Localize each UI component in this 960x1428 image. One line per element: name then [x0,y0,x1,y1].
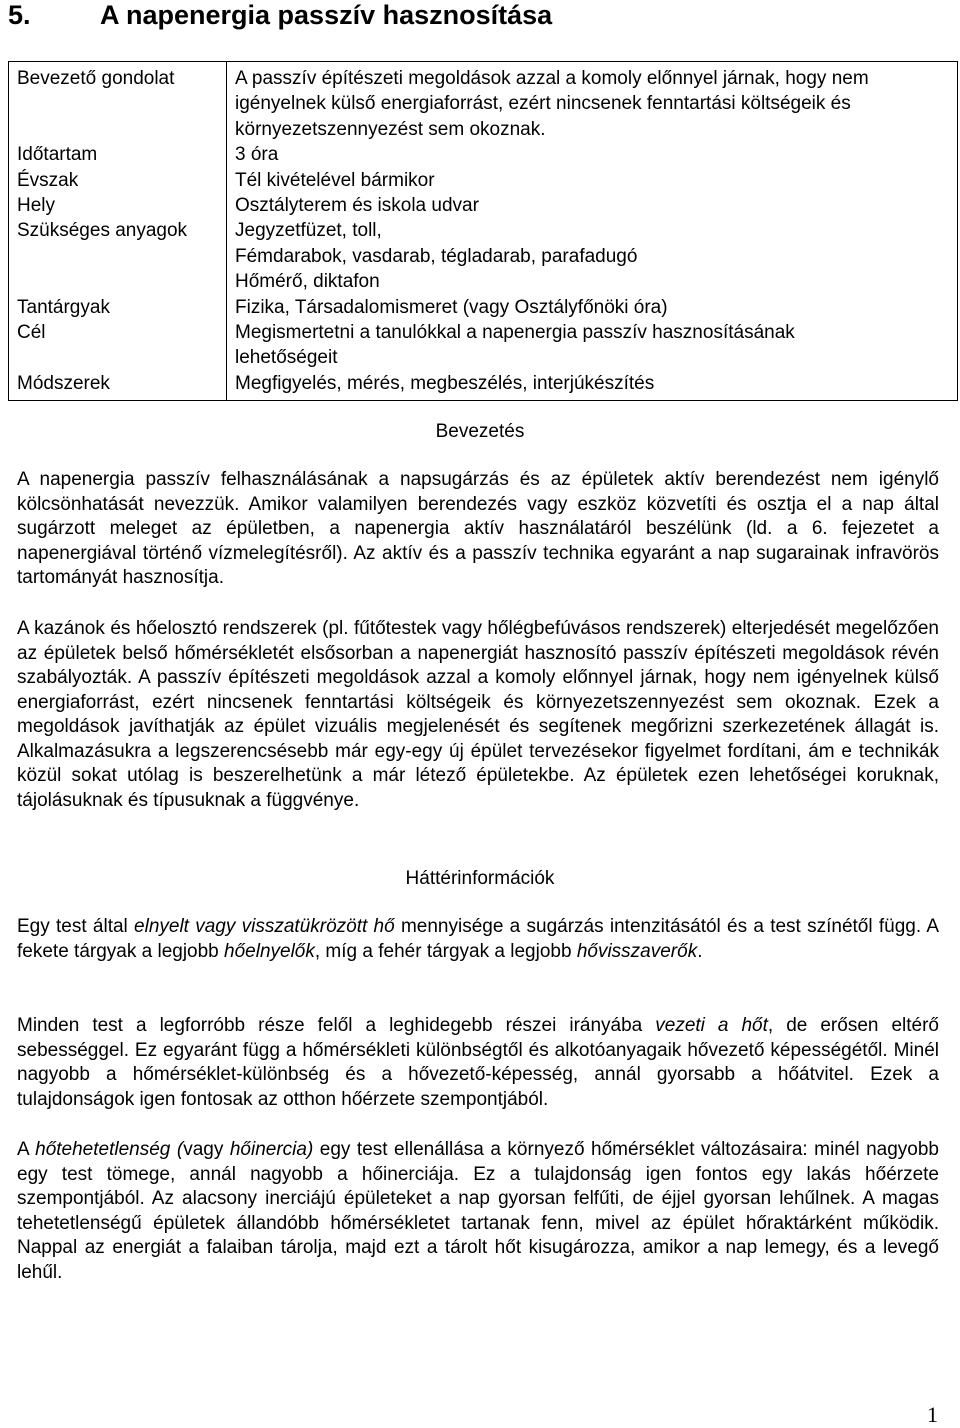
info-value-line: A passzív építészeti megoldások azzal a komoly előnnyel járnak, hogy nem [235,68,869,89]
info-row-duration [9,142,957,167]
info-value [227,62,958,142]
info-value [227,218,958,294]
info-value [227,168,958,193]
emphasis-term: hőinercia) [229,1139,314,1160]
emphasis-term: elnyelt vagy visszatükrözött hő [134,916,395,937]
info-value-line: Tél kivételével bármikor [235,169,435,191]
info-value-line: lehetőségeit [235,347,338,369]
info-value-line: Megismertetni a tanulókkal a napenergia passzív hasznosításának [235,322,795,344]
paragraph-absorption: Egy test által elnyelt vagy visszatükrözött hő mennyisége a sugárzás intenzitásától és a test színétől függ. A fekete tárgyak a legjobb hőelnyelők, míg a fehér tárgyak a legjobb hővisszaverők. [17,916,940,962]
info-value-line: Fémdarabok, vasdarab, tégladarab, parafadugó [235,245,638,267]
info-value-line: környezetszennyezést sem okoznak. [235,118,546,140]
paragraph-conduction: Minden test a legforróbb része felől a leghidegebb részei irányába vezeti a hőt, de erősen eltérő sebességgel. Ez egyaránt függ a hőmérsékleti különbségtől és alkotóanyagaik hővezető képességétől. Minél nagyobb a hőmérséklet-különbség és a hővezető-képesség, annál gyorsabb a hőátvitel. Ezek a tulajdonságok igen fontosak az otthon hőérzete szempontjából. [17,1015,939,1110]
info-label: Cél [9,320,227,371]
paragraph-history: A kazánok és hőelosztó rendszerek (pl. fűtőtestek vagy hőlégbefúvásos rendszerek) elterjedését megelőzően az épületek belső hőmérsékletét elsősorban a napenergiát hasznosító passzív építészeti megoldások révén szabályozták. A passzív építészeti megoldások azzal a komoly előnnyel járnak, hogy nem igényelnek külső energiaforrást, ezért nincsenek fenntartási költségeik és környezetszennyezést sem okoznak. Ezek a megoldások javíthatják az épület vizuális megjelenését és segítenek megőrizni szerkezetének állagát is. Alkalmazásukra a legszerencsésebb már egy-egy új épület tervezésekor figyelmet fordítani, ám e technikák közül sokat utólag is beszerelhetünk a már létező épületekbe. Az épületek ezen lehetőségei koruknak, tájolásuknak és típusuknak a függvénye. [17,618,939,811]
info-row-intro [9,62,957,142]
section-heading-background: Háttérinformációk [405,868,555,889]
info-label: Szükséges anyagok [9,218,227,294]
section-heading-intro: Bevezetés [435,421,525,442]
info-value-line: Fizika, Társadalomismeret (vagy Osztályfőnöki óra) [235,296,668,318]
chapter-title-text: A napenergia passzív hasznosítása [100,0,553,30]
info-label: Időtartam [9,142,227,167]
emphasis-term: hőelnyelők [224,940,315,962]
paragraph-intro: A napenergia passzív felhasználásának a napsugárzás és az épületek aktív berendezést nem igénylő kölcsönhatását nevezzük. Amikor valamilyen berendezés vagy eszköz közvetíti és osztja el a nap által sugárzott meleget az épületben, a napenergia aktív használatáról beszélünk (ld. a 6. fejezetet a napenergiával történő vízmelegítésről). Az aktív és a passzív technika egyaránt a nap sugarainak infravörös tartományát hasznosítja. [17,469,939,588]
info-value-line: 3 óra [235,144,279,166]
info-value-line: Jegyzetfüzet, toll, [235,220,382,242]
info-value-line: Megfigyelés, mérés, megbeszélés, interjúkészítés [235,372,655,394]
info-row-season [9,168,957,193]
info-row-methods [9,371,957,400]
info-label: Tantárgyak [9,295,227,320]
info-label: Évszak [9,168,227,193]
info-row-goal [9,320,957,371]
emphasis-term: hőtehetetlenség ( [35,1139,184,1160]
info-value [227,193,958,218]
info-value [227,142,958,167]
info-value-line: Hőmérő, diktafon [235,271,380,293]
info-value [227,295,958,320]
info-value [227,371,958,400]
info-label: Hely [9,193,227,218]
info-value-line: Osztályterem és iskola udvar [235,195,479,217]
info-label: Módszerek [9,371,227,400]
emphasis-term: vezeti a hőt [655,1015,768,1036]
info-row-place [9,193,957,218]
emphasis-term: hővisszaverők [576,940,698,962]
info-label: Bevezető gondolat [9,62,227,142]
info-row-materials [9,218,957,294]
paragraph-inertia: A hőtehetetlenség (vagy hőinercia) egy test ellenállása a környező hőmérséklet változásaira: minél nagyobb egy test tömege, annál nagyobb a hőinerciája. Ez a tulajdonság igen fontos egy lakás hőérzete szempontjából. Az alacsony inerciájú épületeket a nap gyorsan felfűti, de éjjel gyorsan lehűlnek. A magas tehetetlenségű épületek állandóbb hőmérsékletet tartanak fenn, mivel az épület hőraktárként működik. Nappal az energiát a falaiban tárolja, majd ezt a tárolt hőt kisugározza, amikor a nap lemegy, és a levegő lehűl. [17,1139,939,1283]
lesson-info-table [8,61,958,401]
chapter-number: 5. [8,0,31,30]
info-value [227,320,958,371]
chapter-title [8,0,552,30]
page-number: 1 [927,1402,938,1427]
info-row-subjects [9,295,957,320]
info-value-line: igényelnek külső energiaforrást, ezért nincsenek fenntartási költségeik és [235,93,851,115]
